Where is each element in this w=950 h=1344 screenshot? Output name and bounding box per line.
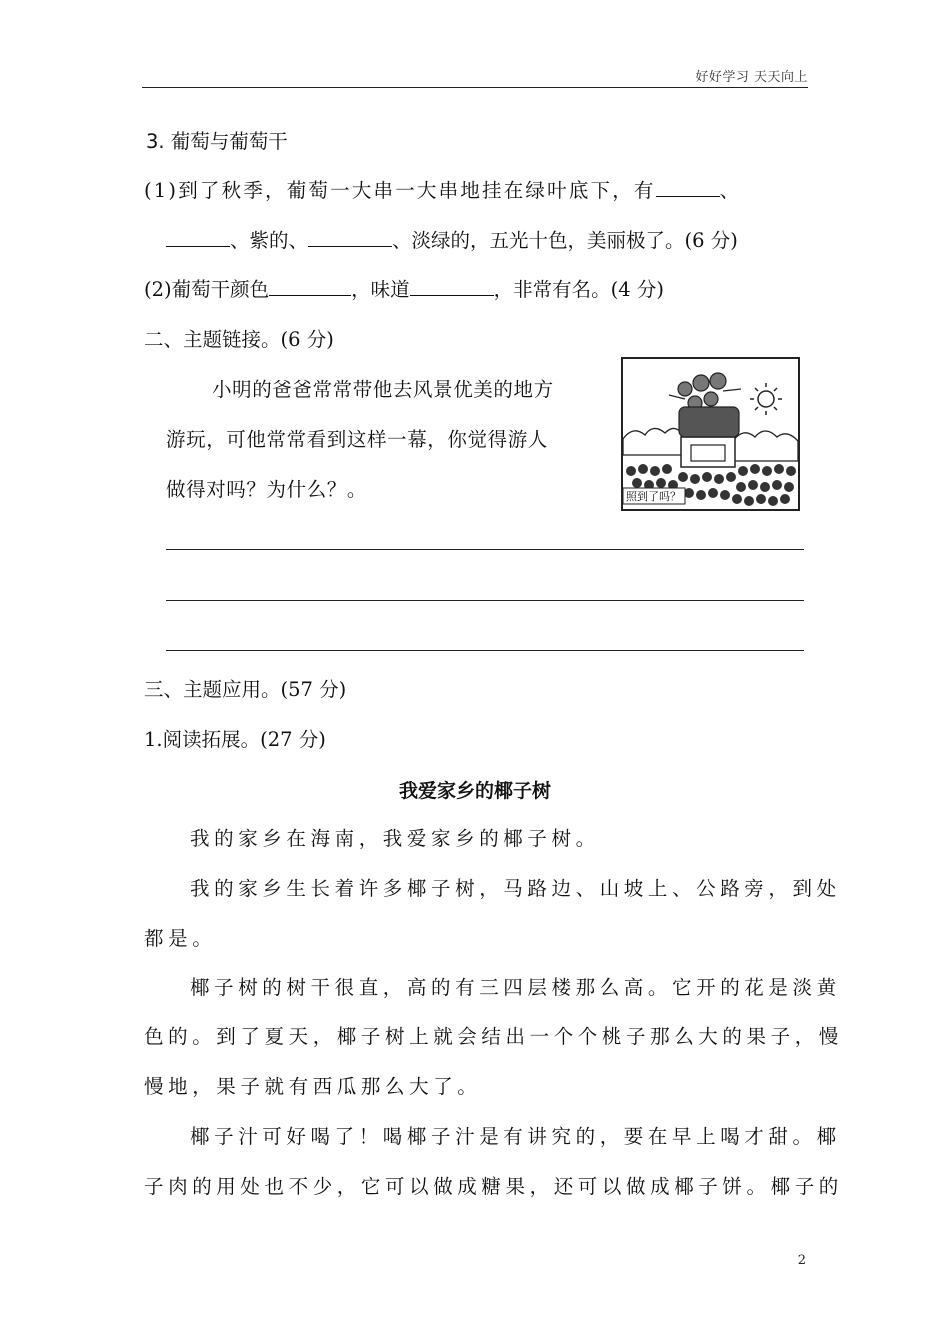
answer-blank[interactable] bbox=[166, 228, 230, 247]
q3-part2-start: (2)葡萄干颜色 bbox=[144, 278, 270, 301]
section2-line2: 游玩，可他常常看到这样一幕，你觉得游人 bbox=[166, 428, 548, 451]
article-para3-line1: 椰子树的树干很直，高的有三四层楼那么高。它开的花是淡黄 bbox=[190, 976, 841, 999]
section2-title: 二、主题链接。(6 分) bbox=[144, 328, 334, 351]
article-para3-line3: 慢地，果子就有西瓜那么大了。 bbox=[144, 1075, 482, 1098]
answer-blank[interactable] bbox=[410, 277, 494, 296]
article-para1: 我的家乡在海南，我爱家乡的椰子树。 bbox=[190, 827, 600, 850]
crowd-photo-illustration bbox=[621, 357, 800, 511]
answer-blank[interactable] bbox=[308, 228, 392, 247]
section3-title: 三、主题应用。(57 分) bbox=[144, 678, 347, 701]
answer-blank[interactable] bbox=[269, 277, 351, 296]
article-title: 我爱家乡的椰子树 bbox=[398, 780, 551, 802]
answer-blank[interactable] bbox=[656, 178, 720, 197]
q3-part1-sep: 、 bbox=[719, 179, 742, 202]
q3-part1-line1 bbox=[144, 178, 741, 204]
q3-part1-line2 bbox=[166, 228, 738, 254]
sun-icon bbox=[750, 383, 782, 415]
crowd-cartoon-icon bbox=[623, 359, 798, 509]
section3-question1: 1.阅读拓展。(27 分) bbox=[144, 728, 326, 751]
article-para2-line2: 都是。 bbox=[144, 927, 217, 950]
answer-line[interactable] bbox=[166, 600, 804, 601]
q3-part2 bbox=[144, 277, 664, 303]
q3-title: 3. 葡萄与葡萄干 bbox=[146, 130, 288, 153]
header-motto: 好好学习 天天向上 bbox=[695, 70, 808, 85]
q3-part1-line2-a: 、紫的、 bbox=[230, 229, 309, 252]
answer-line[interactable] bbox=[166, 549, 804, 550]
section2-line1: 小明的爸爸常常带他去风景优美的地方 bbox=[212, 378, 554, 401]
article-para4-line2: 子肉的用处也不少，它可以做成糖果，还可以做成椰子饼。椰子的 bbox=[144, 1175, 843, 1198]
q3-part1-line2-b: 、淡绿的，五光十色，美丽极了。(6 分) bbox=[392, 229, 738, 252]
answer-line[interactable] bbox=[166, 650, 804, 651]
header-divider bbox=[142, 87, 808, 88]
article-para3-line2: 色的。到了夏天，椰子树上就会结出一个个桃子那么大的果子，慢 bbox=[144, 1025, 843, 1048]
page-number: 2 bbox=[797, 1253, 806, 1268]
article-para2-line1: 我的家乡生长着许多椰子树，马路边、山坡上、公路旁，到处 bbox=[190, 877, 841, 900]
article-para4-line1: 椰子汁可好喝了！喝椰子汁是有讲究的，要在早上喝才甜。椰 bbox=[190, 1125, 841, 1148]
section2-line3: 做得对吗？为什么？。 bbox=[166, 478, 368, 501]
q3-part2-end: ，非常有名。(4 分) bbox=[493, 278, 664, 301]
image-caption: 照到了吗？ bbox=[626, 490, 681, 503]
q3-part1-text: (1)到了秋季，葡萄一大串一大串地挂在绿叶底下，有 bbox=[144, 179, 656, 202]
q3-part2-mid: ，味道 bbox=[351, 278, 410, 301]
